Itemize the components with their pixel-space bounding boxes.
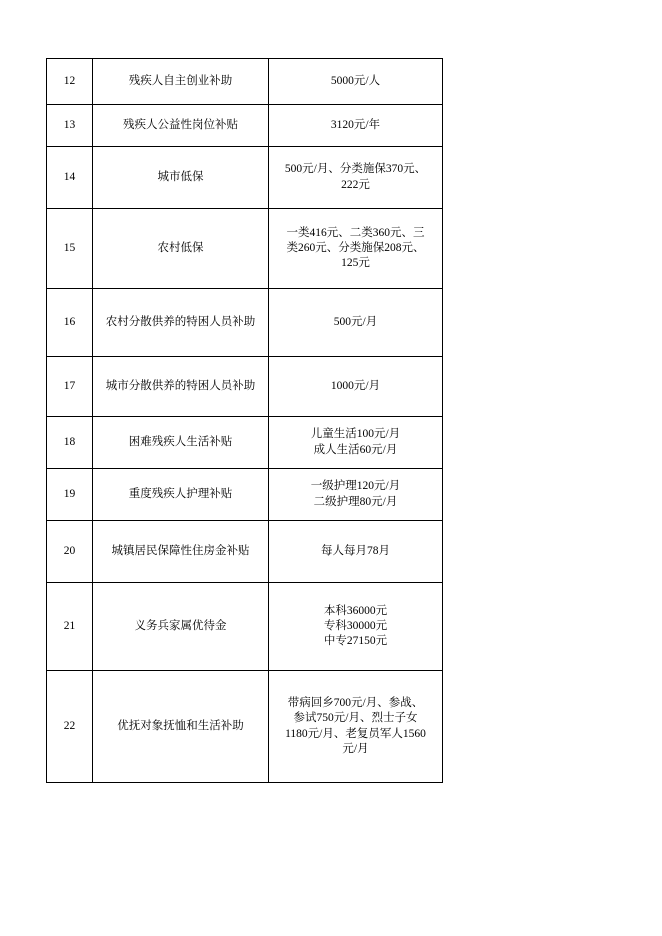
cell-item: 农村低保 [93,209,269,289]
cell-item: 城市分散供养的特困人员补助 [93,357,269,417]
standard-line: 本科36000元 [323,604,388,617]
table-row [47,147,443,209]
table-body [47,59,443,783]
cell-item: 农村分散供养的特困人员补助 [93,289,269,357]
cell-number: 19 [47,469,93,521]
cell-standard [269,417,443,469]
cell-item: 困难残疾人生活补贴 [93,417,269,469]
cell-item: 残疾人自主创业补助 [93,59,269,105]
table-row [47,521,443,583]
standard-line: 中专27150元 [323,635,388,648]
table-row [47,469,443,521]
cell-number: 15 [47,209,93,289]
table-row [47,671,443,783]
cell-item: 义务兵家属优待金 [93,583,269,671]
cell-item: 重度残疾人护理补贴 [93,469,269,521]
table-row [47,289,443,357]
cell-number: 17 [47,357,93,417]
standard-line: 5000元/人 [330,74,381,87]
cell-number: 16 [47,289,93,357]
table-row [47,583,443,671]
cell-standard [269,59,443,105]
table-row [47,59,443,105]
cell-standard [269,357,443,417]
standard-line: 3120元/年 [330,118,381,131]
standard-line: 一类416元、二类360元、三 [286,226,425,239]
table-row [47,417,443,469]
cell-standard [269,209,443,289]
standard-line: 专科30000元 [323,619,388,632]
cell-number: 12 [47,59,93,105]
cell-number: 21 [47,583,93,671]
standard-line: 1180元/月、老复员军人1560 [285,727,426,740]
standard-line: 222元 [341,178,370,191]
standard-line: 带病回乡700元/月、参战、 [287,697,424,710]
standard-line: 500元/月 [333,315,378,328]
cell-standard [269,671,443,783]
standard-line: 二级护理80元/月 [313,495,398,508]
standard-line: 成人生活60元/月 [313,443,398,456]
standard-line: 125元 [341,257,370,270]
cell-item: 城镇居民保障性住房金补贴 [93,521,269,583]
cell-standard [269,147,443,209]
standard-line: 元/月 [342,742,369,755]
table-row [47,105,443,147]
subsidy-table-container [46,58,442,783]
standard-line: 儿童生活100元/月 [310,428,401,441]
standard-line: 一级护理120元/月 [310,480,401,493]
cell-number: 13 [47,105,93,147]
cell-item: 残疾人公益性岗位补贴 [93,105,269,147]
cell-standard [269,469,443,521]
standard-line: 参试750元/月、烈士子女 [293,712,418,725]
standard-line: 500元/月、分类施保370元、 [284,163,427,176]
cell-number: 14 [47,147,93,209]
standard-line: 每人每月78月 [321,544,390,557]
subsidy-standards-table [46,58,443,783]
cell-item: 优抚对象抚恤和生活补助 [93,671,269,783]
standard-line: 类260元、分类施保208元、 [286,241,425,254]
cell-standard [269,583,443,671]
cell-number: 18 [47,417,93,469]
cell-standard [269,105,443,147]
cell-number: 20 [47,521,93,583]
cell-standard [269,289,443,357]
cell-number: 22 [47,671,93,783]
cell-item: 城市低保 [93,147,269,209]
cell-standard [269,521,443,583]
table-row [47,357,443,417]
table-row [47,209,443,289]
standard-line: 1000元/月 [330,379,381,392]
